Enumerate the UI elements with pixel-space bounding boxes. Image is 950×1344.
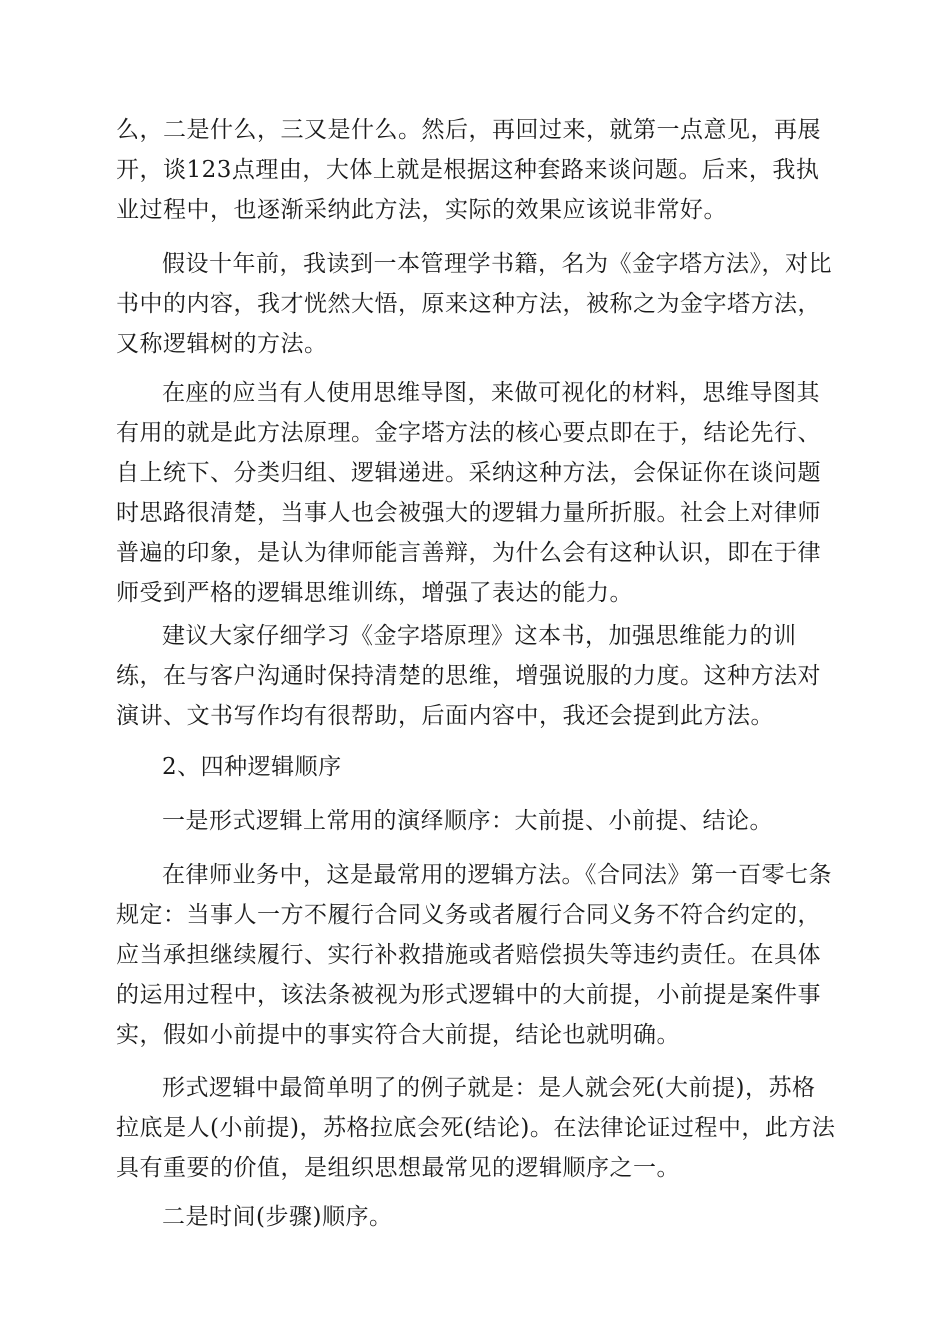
paragraph-contract-law: 在律师业务中，这是最常用的逻辑方法。《合同法》第一百零七条规定：当事人一方不履行合同义务或者履行合同义务不符合约定的，应当承担继续履行、实行补救措施或者赔偿损失等违约责任。在具体的运用过程中，该法条被视为形式逻辑中的大前提，小前提是案件事实，假如小前提中的事实符合大前提，结论也就明确。 <box>116 862 832 1048</box>
section-heading-logic-orders: 2、四种逻辑顺序 <box>162 754 342 780</box>
paragraph-time-order: 二是时间(步骤)顺序。 <box>162 1204 393 1230</box>
paragraph-deduction-order: 一是形式逻辑上常用的演绎顺序：大前提、小前提、结论。 <box>162 808 773 834</box>
paragraph-socrates-example: 形式逻辑中最简单明了的例子就是：是人就会死(大前提)，苏格拉底是人(小前提)，苏格拉底会死(结论)。在法律论证过程中，此方法具有重要的价值，是组织思想最常见的逻辑顺序之一。 <box>116 1075 836 1181</box>
paragraph-continuation: 么，二是什么，三又是什么。然后，再回过来，就第一点意见，再展开，谈123点理由，大体上就是根据这种套路来谈问题。后来，我执业过程中，也逐渐采纳此方法，实际的效果应该说非常好。 <box>116 117 821 223</box>
paragraph-recommendation: 建议大家仔细学习《金字塔原理》这本书，加强思维能力的训练，在与客户沟通时保持清楚的思维，增强说服的力度。这种方法对演讲、文书写作均有很帮助，后面内容中，我还会提到此方法。 <box>116 623 821 729</box>
paragraph-mind-map: 在座的应当有人使用思维导图，来做可视化的材料，思维导图其有用的就是此方法原理。金字塔方法的核心要点即在于，结论先行、自上统下、分类归组、逻辑递进。采纳这种方法，会保证你在谈问题时思路很清楚，当事人也会被强大的逻辑力量所折服。社会上对律师普遍的印象，是认为律师能言善辩，为什么会有这种认识，即在于律师受到严格的逻辑思维训练，增强了表达的能力。 <box>116 380 821 606</box>
paragraph-pyramid-book: 假设十年前，我读到一本管理学书籍，名为《金字塔方法》，对比书中的内容，我才恍然大悟，原来这种方法，被称之为金字塔方法，又称逻辑树的方法。 <box>116 251 832 357</box>
